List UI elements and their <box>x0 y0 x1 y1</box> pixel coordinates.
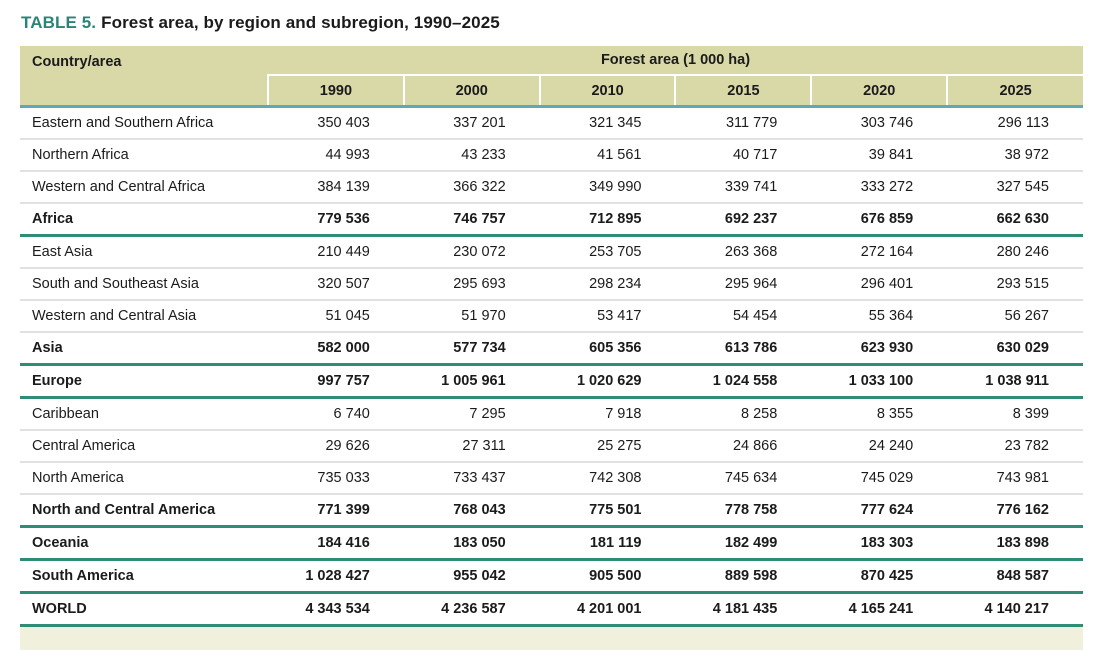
cell-value: 8 258 <box>675 398 811 431</box>
cell-value: 582 000 <box>268 332 404 365</box>
row-label: North America <box>20 462 268 494</box>
cell-value: 44 993 <box>268 139 404 171</box>
cell-value: 311 779 <box>675 107 811 140</box>
cell-value: 743 981 <box>947 462 1083 494</box>
cell-value: 280 246 <box>947 236 1083 269</box>
cell-value: 320 507 <box>268 268 404 300</box>
table-row <box>20 560 1083 593</box>
table-row <box>20 268 1083 300</box>
cell-value: 263 368 <box>675 236 811 269</box>
year-header: 2015 <box>675 75 811 107</box>
table-row <box>20 398 1083 431</box>
cell-value: 779 536 <box>268 203 404 236</box>
cell-value: 339 741 <box>675 171 811 203</box>
cell-value: 23 782 <box>947 430 1083 462</box>
cell-value: 349 990 <box>540 171 676 203</box>
cell-value: 303 746 <box>811 107 947 140</box>
cell-value: 296 401 <box>811 268 947 300</box>
cell-value: 366 322 <box>404 171 540 203</box>
table-row <box>20 300 1083 332</box>
cell-value: 778 758 <box>675 494 811 527</box>
cell-value: 745 634 <box>675 462 811 494</box>
year-header: 2000 <box>404 75 540 107</box>
cell-value: 623 930 <box>811 332 947 365</box>
cell-value: 29 626 <box>268 430 404 462</box>
cell-value: 8 355 <box>811 398 947 431</box>
cell-value: 1 024 558 <box>675 365 811 398</box>
cell-value: 1 033 100 <box>811 365 947 398</box>
row-label: Caribbean <box>20 398 268 431</box>
table-row <box>20 171 1083 203</box>
cell-value: 184 416 <box>268 527 404 560</box>
cell-value: 298 234 <box>540 268 676 300</box>
cell-value: 4 181 435 <box>675 593 811 626</box>
row-label: Asia <box>20 332 268 365</box>
row-label: Western and Central Asia <box>20 300 268 332</box>
table-row <box>20 430 1083 462</box>
cell-value: 24 866 <box>675 430 811 462</box>
table-row <box>20 107 1083 140</box>
row-label: WORLD <box>20 593 268 626</box>
cell-value: 51 970 <box>404 300 540 332</box>
table-header <box>20 46 1083 107</box>
cell-value: 295 693 <box>404 268 540 300</box>
cell-value: 51 045 <box>268 300 404 332</box>
cell-value: 293 515 <box>947 268 1083 300</box>
cell-value: 40 717 <box>675 139 811 171</box>
cell-value: 1 028 427 <box>268 560 404 593</box>
row-label: Oceania <box>20 527 268 560</box>
row-label: South America <box>20 560 268 593</box>
table-row <box>20 462 1083 494</box>
cell-value: 8 399 <box>947 398 1083 431</box>
cell-value: 183 898 <box>947 527 1083 560</box>
cell-value: 56 267 <box>947 300 1083 332</box>
row-label: South and Southeast Asia <box>20 268 268 300</box>
table-row <box>20 365 1083 398</box>
cell-value: 889 598 <box>675 560 811 593</box>
cell-value: 6 740 <box>268 398 404 431</box>
cell-value: 53 417 <box>540 300 676 332</box>
year-header: 2020 <box>811 75 947 107</box>
cell-value: 776 162 <box>947 494 1083 527</box>
row-label: Europe <box>20 365 268 398</box>
year-header: 2025 <box>947 75 1083 107</box>
cell-value: 54 454 <box>675 300 811 332</box>
table-body <box>20 107 1083 626</box>
row-label: Africa <box>20 203 268 236</box>
year-header: 1990 <box>268 75 404 107</box>
cell-value: 676 859 <box>811 203 947 236</box>
row-label: Central America <box>20 430 268 462</box>
row-label: East Asia <box>20 236 268 269</box>
cell-value: 27 311 <box>404 430 540 462</box>
cell-value: 771 399 <box>268 494 404 527</box>
cell-value: 55 364 <box>811 300 947 332</box>
cell-value: 777 624 <box>811 494 947 527</box>
cell-value: 733 437 <box>404 462 540 494</box>
cell-value: 210 449 <box>268 236 404 269</box>
cell-value: 7 918 <box>540 398 676 431</box>
cell-value: 183 303 <box>811 527 947 560</box>
cell-value: 4 201 001 <box>540 593 676 626</box>
cell-value: 295 964 <box>675 268 811 300</box>
cell-value: 848 587 <box>947 560 1083 593</box>
table-title: Forest area, by region and subregion, 1990–2025 <box>101 13 500 32</box>
cell-value: 692 237 <box>675 203 811 236</box>
cell-value: 630 029 <box>947 332 1083 365</box>
table-footer-bar <box>20 627 1083 650</box>
cell-value: 182 499 <box>675 527 811 560</box>
column-header-country: Country/area <box>20 46 268 107</box>
cell-value: 24 240 <box>811 430 947 462</box>
cell-value: 333 272 <box>811 171 947 203</box>
cell-value: 955 042 <box>404 560 540 593</box>
table-row <box>20 527 1083 560</box>
table-caption <box>21 13 1102 33</box>
cell-value: 605 356 <box>540 332 676 365</box>
table-row <box>20 139 1083 171</box>
cell-value: 577 734 <box>404 332 540 365</box>
cell-value: 321 345 <box>540 107 676 140</box>
row-label: Western and Central Africa <box>20 171 268 203</box>
cell-value: 183 050 <box>404 527 540 560</box>
cell-value: 742 308 <box>540 462 676 494</box>
cell-value: 350 403 <box>268 107 404 140</box>
forest-area-table <box>20 46 1083 627</box>
cell-value: 253 705 <box>540 236 676 269</box>
cell-value: 337 201 <box>404 107 540 140</box>
cell-value: 662 630 <box>947 203 1083 236</box>
cell-value: 775 501 <box>540 494 676 527</box>
cell-value: 230 072 <box>404 236 540 269</box>
cell-value: 4 165 241 <box>811 593 947 626</box>
cell-value: 41 561 <box>540 139 676 171</box>
row-label: Northern Africa <box>20 139 268 171</box>
group-header-forest-area: Forest area (1 000 ha) <box>268 46 1083 75</box>
cell-value: 712 895 <box>540 203 676 236</box>
cell-value: 39 841 <box>811 139 947 171</box>
group-header-row <box>20 46 1083 75</box>
cell-value: 327 545 <box>947 171 1083 203</box>
cell-value: 4 343 534 <box>268 593 404 626</box>
table-number: TABLE 5. <box>21 13 97 32</box>
cell-value: 296 113 <box>947 107 1083 140</box>
table-row <box>20 203 1083 236</box>
cell-value: 181 119 <box>540 527 676 560</box>
table-row <box>20 332 1083 365</box>
cell-value: 997 757 <box>268 365 404 398</box>
cell-value: 746 757 <box>404 203 540 236</box>
table-row <box>20 593 1083 626</box>
cell-value: 4 236 587 <box>404 593 540 626</box>
table-row <box>20 494 1083 527</box>
cell-value: 43 233 <box>404 139 540 171</box>
cell-value: 745 029 <box>811 462 947 494</box>
cell-value: 1 038 911 <box>947 365 1083 398</box>
cell-value: 613 786 <box>675 332 811 365</box>
cell-value: 870 425 <box>811 560 947 593</box>
cell-value: 768 043 <box>404 494 540 527</box>
cell-value: 7 295 <box>404 398 540 431</box>
cell-value: 735 033 <box>268 462 404 494</box>
cell-value: 384 139 <box>268 171 404 203</box>
year-header: 2010 <box>540 75 676 107</box>
row-label: Eastern and Southern Africa <box>20 107 268 140</box>
cell-value: 1 020 629 <box>540 365 676 398</box>
cell-value: 4 140 217 <box>947 593 1083 626</box>
cell-value: 38 972 <box>947 139 1083 171</box>
cell-value: 1 005 961 <box>404 365 540 398</box>
table-row <box>20 236 1083 269</box>
cell-value: 272 164 <box>811 236 947 269</box>
cell-value: 905 500 <box>540 560 676 593</box>
cell-value: 25 275 <box>540 430 676 462</box>
row-label: North and Central America <box>20 494 268 527</box>
